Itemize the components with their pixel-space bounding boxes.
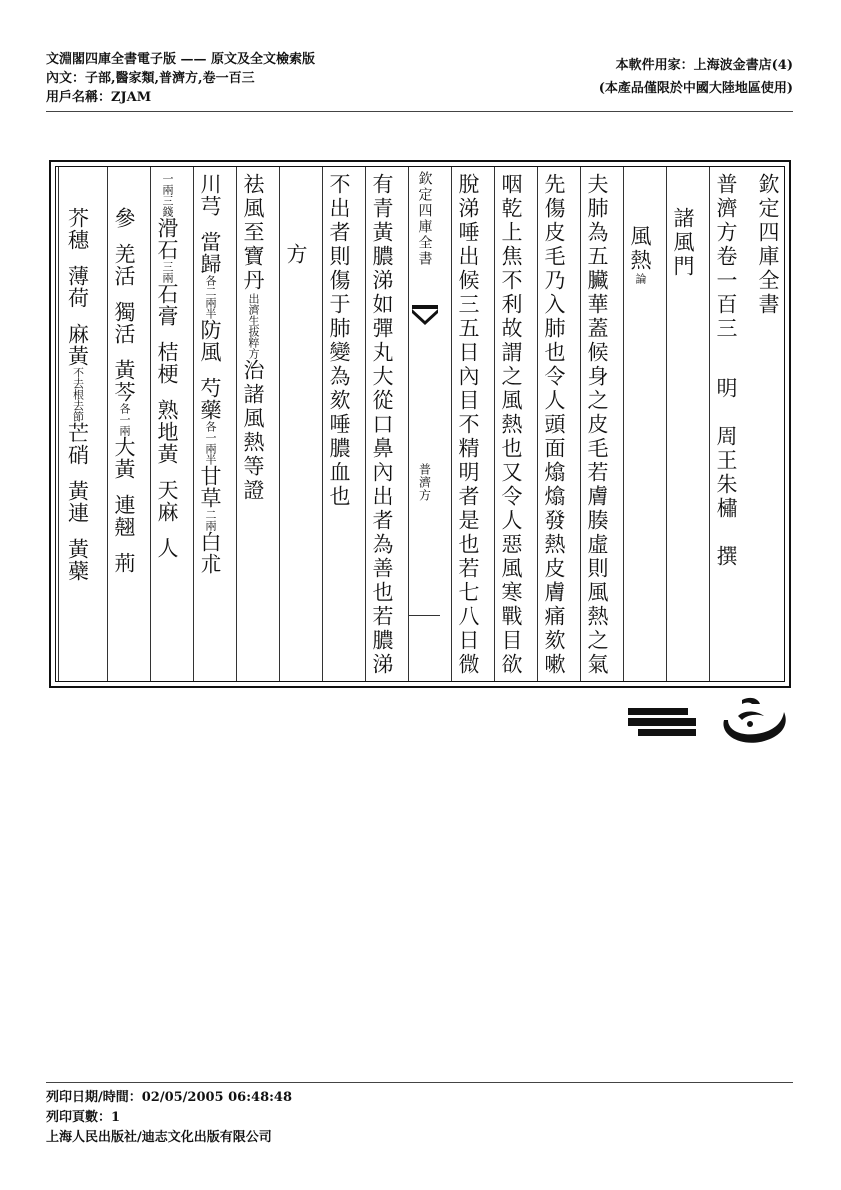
ingredient: 白朮 [198,531,222,575]
print-page-count: 列印頁數：1 [46,1110,121,1125]
ingredient: 參 [112,207,136,229]
column-text: 不出者則傷于肺變為欬唾膿血也 [327,173,351,509]
dosage-note: 三兩 [161,261,174,283]
topic-title: 風熱 [628,225,652,273]
column-text: 夫肺為五臟華蓋候身之皮毛若膚腠虛則風熱之氣 [585,173,609,677]
center-book-title: 普濟方 [417,463,432,502]
column-2 [709,167,741,681]
column-text: 有青黃膿涕如彈丸大從口鼻內出者為善也若膿涕 [370,173,394,677]
ingredient: 甘草 [198,465,222,509]
column-15 [150,167,182,681]
page-frame [49,160,791,688]
recipe-source-note: 出濟生拔粹方 [247,293,260,359]
topic-note: 論 [634,273,647,284]
fishtail-mark-icon [412,305,438,327]
dosage-note: 二兩 [204,509,217,531]
column-12 [279,167,311,681]
center-fold-column [408,167,440,681]
dosage-note: 各一兩半 [204,421,217,465]
ingredient: 羌活 [112,243,136,287]
column-3 [666,167,698,681]
ingredient: 石膏 [155,283,179,327]
column-16 [107,167,139,681]
ingredient: 當歸 [198,231,222,275]
ingredient: 荊 [112,552,136,574]
column-text: 先傷皮毛乃入肺也令人頭面熻熻發熱皮膚痛欬嗽 [542,173,566,677]
column-10 [365,167,397,681]
dosage-note: 一兩三錢 [161,173,174,217]
footer [46,1088,292,1148]
ingredient: 麻黃 [65,323,90,367]
header-right [599,56,793,98]
ingredient: 芍藥 [198,377,222,421]
footer-rule [46,1082,793,1083]
ingredient: 芥穗 [65,207,90,251]
column-text: 咽乾上焦不利故謂之風熱也又令人惡風寒戰目欲 [499,173,523,677]
publisher-logo-icon [624,690,796,754]
column-8 [451,167,483,681]
dosage-note: 不去根去節 [71,367,85,422]
page-frame-inner [55,166,785,682]
column-11 [322,167,354,681]
ingredient: 連翹 [112,494,136,538]
ingredient: 黃蘗 [65,538,90,582]
column-14 [193,167,225,681]
header-left [46,50,315,107]
column-6 [537,167,569,681]
ingredient: 芒硝 [65,422,90,466]
header-licensee: 本軟件用家：上海波金書店(4) [615,58,793,73]
header-content-path: 內文：子部,醫家類,普濟方,卷一百三 [46,71,255,86]
recipe-indication: 治諸風熱等證 [241,359,265,503]
center-collection-title: 欽定四庫全書 [416,171,433,267]
column-text: 脫涕唾出候三五日內目不精明者是也若七八日微 [456,173,480,677]
ingredient: 薄荷 [65,265,90,309]
print-datetime: 列印日期/時間：02/05/2005 06:48:48 [46,1090,293,1105]
center-divider [409,615,440,616]
ingredient: 熟地黃 [155,399,179,465]
ingredient: 川芎 [198,173,222,217]
ingredient: 黃連 [65,480,90,524]
column-13 [236,167,268,681]
volume-title: 普濟方卷一百三 [714,173,738,341]
column-1 [752,167,784,681]
dosage-note: 各二兩半 [204,275,217,319]
column-5 [580,167,612,681]
ingredient: 黃芩 [112,359,136,403]
ingredient: 桔梗 [155,341,179,385]
section-title: 諸風門 [671,207,695,279]
ingredient: 天麻 [155,479,179,523]
header-rule [46,111,793,112]
ingredient: 獨活 [112,301,136,345]
author-line: 明 周王朱橚 撰 [714,377,738,569]
column-17 [58,167,96,681]
ingredient: 滑石 [155,217,179,261]
recipe-name: 祛風至寶丹 [241,173,265,293]
column-text: 欽定四庫全書 [756,173,780,317]
header-username: 用戶名稱：ZJAM [46,90,152,105]
ingredient: 大黃 [112,436,136,480]
recipes-heading: 方 [284,243,308,267]
column-4 [623,167,655,681]
header-region-note: (本產品僅限於中國大陸地區使用) [598,81,793,96]
publisher-line: 上海人民出版社/迪志文化出版有限公司 [46,1130,272,1145]
ingredient: 防風 [198,319,222,363]
dosage-note: 各一兩 [118,403,131,436]
ingredient: 人 [155,537,179,559]
column-7 [494,167,526,681]
header-title: 文淵閣四庫全書電子版 —— 原文及全文檢索版 [46,52,316,67]
